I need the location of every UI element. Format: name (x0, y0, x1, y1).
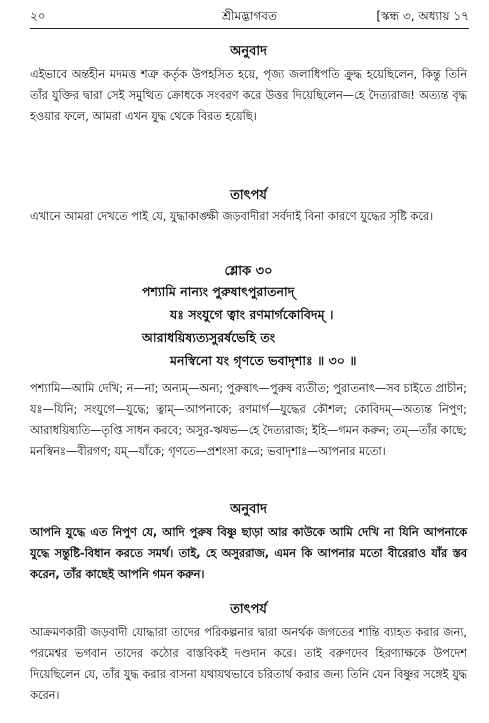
purport-text-2: আক্রমণকারী জড়বাদী যোদ্ধারা তাদের পরিকল্পনার দ্বারা অনর্থক জগতের শান্তি ব্যাহত করার জন্য, পরমেশ্বর ভগবান তাদের কঠোর বাস্তবিকই দণ্ডদান করে। তাই বরুণদেব হিরণ্যাক্ষকে উপদেশ দিয়েছিলেন যে, তাঁর যুদ্ধ করার বাসনা যথাযথভাবে চরিতার্থ করার জন্য তিনি যেন বিষ্ণুর সঙ্গেই যুদ্ধ করেন। (30, 626, 467, 702)
translation-text-1: এইভাবে অন্তহীন মদমত্ত শত্রু কর্তৃক উপহসিত হয়ে, পৃজ্য জলাধিপতি ক্রুদ্ধ হয়েছিলেন, কিন্তু তিনি তাঁর যুক্তির দ্বারা সেই সমুত্থিত ক্রোধকে সংবরণ করে উত্তর দিয়েছিলেন—হে দৈত্যরাজ! অত্যন্ত বৃদ্ধ হওয়ার ফলে, আমরা এখন যুদ্ধ থেকে বিরত হয়েছি। (30, 68, 467, 123)
verse-line-3: আরাধয়িষ্যত্যসুরর্ষভেহি তং (142, 330, 276, 345)
translation-heading-1: অনুবাদ (230, 44, 267, 59)
verse-line-2: যঃ সংযুগে ত্বাং রণমার্গকোবিদম্ । (170, 307, 334, 322)
purport-heading-2: তাৎপর্য (230, 602, 267, 617)
verse-line-4: মনস্বিনো যং গৃণতে ভবাদৃশাঃ ॥ ৩০ ॥ (170, 353, 357, 368)
page-number: ২০ (30, 9, 46, 23)
translation-text-2: আপনি যুদ্ধে এত নিপুণ যে, আদি পুরুষ বিষ্ণু ছাড়া আর কাউকে আমি দেখি না যিনি আপনাকে যুদ্ধে সন্তুষ্টি-বিধান করতে সমর্থ। তাই, হে অসুররাজ, এমন কি আপনার মতো বীরেরাও যাঁর স্তব করেন, তাঁর কাছেই আপনি গমন করুন। (30, 526, 467, 581)
purport-text-1: এখানে আমরা দেখতে পাই যে, যুদ্ধাকাঙ্ক্ষী জড়বাদীরা সর্বদাই বিনা কারণে যুদ্ধের সৃষ্টি করে। (30, 210, 434, 223)
page-header (30, 6, 469, 28)
verse-heading: শ্লোক ৩০ (224, 264, 273, 279)
translation-heading-2: অনুবাদ (230, 502, 267, 517)
chapter-location: [স্কন্ধ ৩, অধ্যায় ১৭ (376, 9, 469, 23)
verse-line-1: পশ্যামি নান্যং পুরুষাৎপুরাতনাদ্ (142, 284, 295, 299)
header-rule (30, 28, 469, 29)
synonyms-text: পশ্যামি—আমি দেখি; ন—না; অন্যম্—অন্য; পুরুষাৎ—পুরুষ ব্যতীত; পুরাতনাৎ—সব চাইতে প্রাচীন; যঃ—যিনি; সংযুগে—যুদ্ধে; ত্বাম্—আপনাকে; রণমার্গ—যুদ্ধের কৌশল; কোবিদম্—অত্যন্ত নিপুণ; আরাধয়িষ্যতি—তৃপ্তি সাধন করবে; অসুর-ঋষভ—হে দৈত্যরাজ; ইহি—গমন করুন; তম্—তাঁর কাছে; মনস্বিনঃ—বীরগণ; যম্—যাঁকে; গৃণতে—প্রশংসা করে; ভবাদৃশাঃ—আপনার মতো। (30, 382, 467, 458)
book-title: শ্রীমদ্ভাগবত (221, 9, 277, 23)
purport-heading-1: তাৎপর্য (230, 188, 267, 203)
